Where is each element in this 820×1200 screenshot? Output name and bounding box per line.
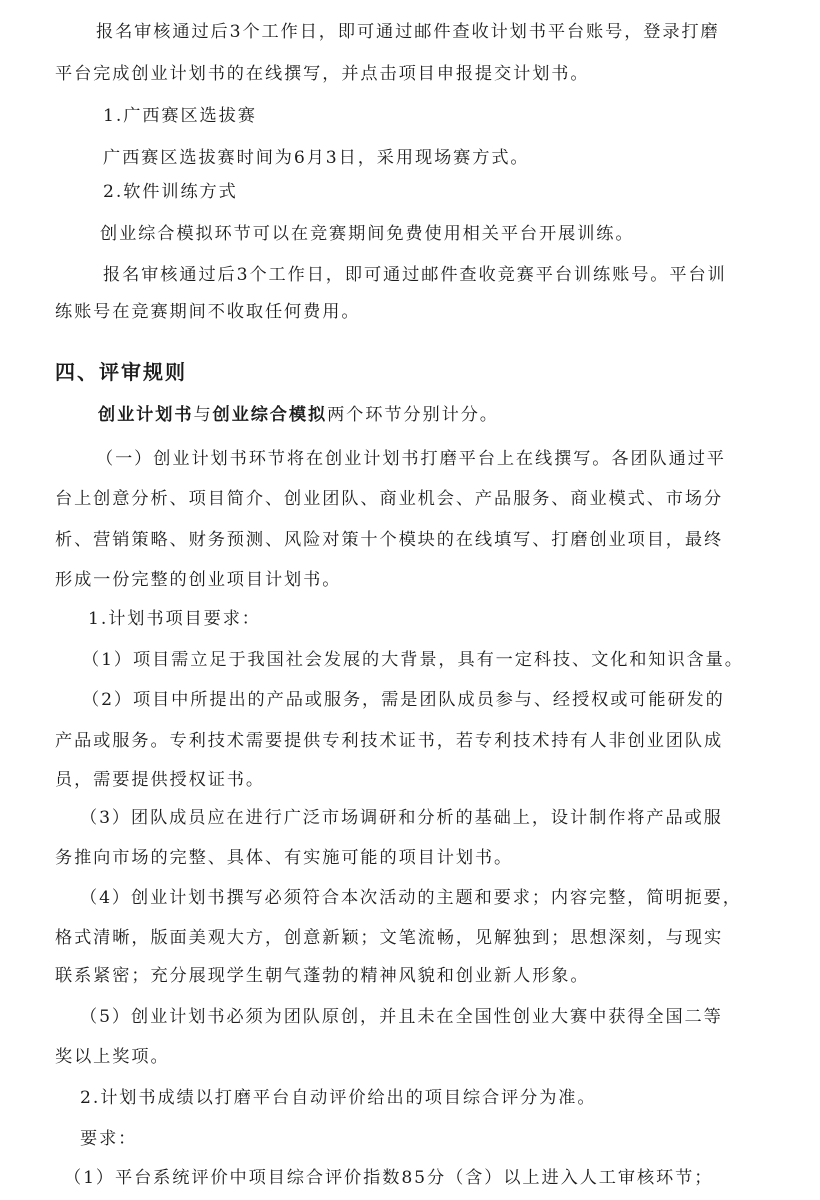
subheading-line: 2.软件训练方式 <box>103 182 238 202</box>
paragraph-line: 奖以上奖项。 <box>55 1047 170 1067</box>
paragraph-line: （一）创业计划书环节将在创业计划书打磨平台上在线撰写。各团队通过平 <box>96 449 726 469</box>
subheading-line: 1.计划书项目要求： <box>88 609 261 629</box>
paragraph-line: 台上创意分析、项目简介、创业团队、商业机会、产品服务、商业模式、市场分 <box>55 489 724 509</box>
list-item-line: （4）创业计划书撰写必须符合本次活动的主题和要求；内容完整，简明扼要， <box>80 888 742 908</box>
paragraph-line: 联系紧密；充分展现学生朝气蓬勃的精神风貌和创业新人形象。 <box>55 966 590 986</box>
paragraph-line: 形成一份完整的创业项目计划书。 <box>55 570 342 590</box>
paragraph-line: 报名审核通过后3个工作日，即可通过邮件查收竞赛平台训练账号。平台训 <box>103 265 727 285</box>
intro-rest: 两个环节分别计分。 <box>327 405 499 425</box>
intro-connector: 与 <box>193 405 213 425</box>
paragraph-line: 格式清晰，版面美观大方，创意新颖；文笔流畅，见解独到；思想深刻，与现实 <box>55 928 724 948</box>
list-item-line: （1）平台系统评价中项目综合评价指数85分（含）以上进入人工审核环节； <box>64 1168 714 1188</box>
section-title: 四、评审规则 <box>55 360 187 384</box>
paragraph-line: 析、营销策略、财务预测、风险对策十个模块的在线填写、打磨创业项目，最终 <box>55 530 724 550</box>
list-item-line: （5）创业计划书必须为团队原创，并且未在全国性创业大赛中获得全国二等 <box>80 1007 723 1027</box>
paragraph-line: 务推向市场的完整、具体、有实施可能的项目计划书。 <box>55 848 514 868</box>
list-item-line: （3）团队成员应在进行广泛市场调研和分析的基础上，设计制作将产品或服 <box>80 808 723 828</box>
intro-bold-term-2: 创业综合模拟 <box>212 405 328 425</box>
paragraph-line: 产品或服务。专利技术需要提供专利技术证书，若专利技术持有人非创业团队成 <box>55 731 724 751</box>
paragraph-line: 广西赛区选拔赛时间为6月3日，采用现场赛方式。 <box>103 148 530 168</box>
paragraph-line: 报名审核通过后3个工作日，即可通过邮件查收计划书平台账号，登录打磨 <box>96 22 720 42</box>
paragraph-line: 员，需要提供授权证书。 <box>55 770 265 790</box>
subheading-line: 要求： <box>80 1129 138 1149</box>
paragraph-line: 平台完成创业计划书的在线撰写，并点击项目申报提交计划书。 <box>55 64 590 84</box>
intro-line <box>98 403 499 427</box>
paragraph-line: 创业综合模拟环节可以在竞赛期间免费使用相关平台开展训练。 <box>100 224 635 244</box>
subheading-line: 2.计划书成绩以打磨平台自动评价给出的项目综合评分为准。 <box>80 1088 597 1108</box>
list-item-line: （2）项目中所提出的产品或服务，需是团队成员参与、经授权或可能研发的 <box>82 690 725 710</box>
paragraph-line: 练账号在竞赛期间不收取任何费用。 <box>55 302 361 322</box>
intro-bold-term-1: 创业计划书 <box>98 405 194 425</box>
subheading-line: 1.广西赛区选拔赛 <box>103 106 257 126</box>
list-item-line: （1）项目需立足于我国社会发展的大背景，具有一定科技、文化和知识含量。 <box>82 650 744 670</box>
